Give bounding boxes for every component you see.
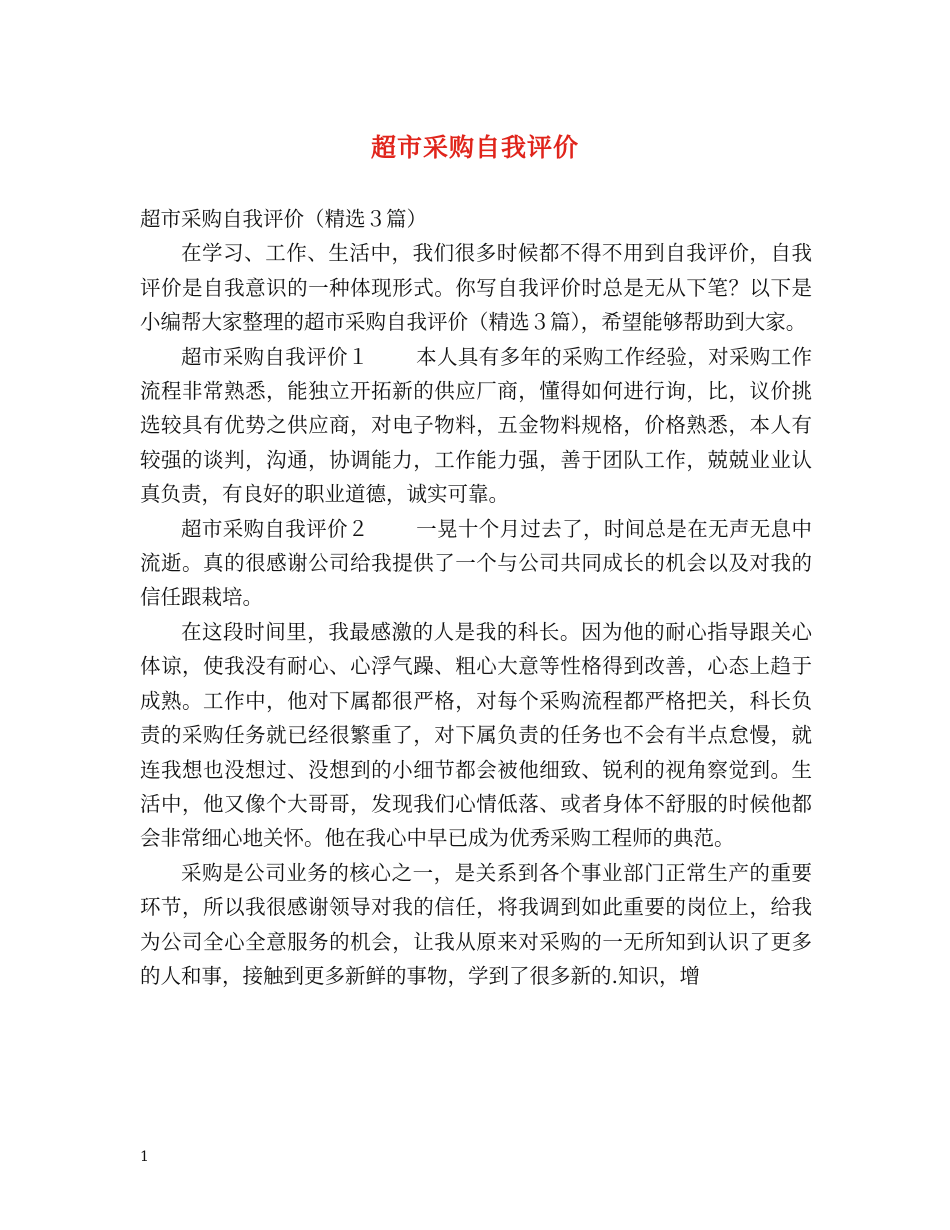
intro-paragraph: 在学习、工作、生活中，我们很多时候都不得不用到自我评价，自我评价是自我意识的一种体现形式。你写自我评价时总是无从下笔？以下是小编帮大家整理的超市采购自我评价（精选３篇），希望能够帮助到大家。 [140, 241, 812, 335]
body-paragraph-4: 采购是公司业务的核心之一，是关系到各个事业部门正常生产的重要环节，所以我很感谢领导对我的信任，将我调到如此重要的岗位上，给我为公司全心全意服务的机会，让我从原来对采购的一无所知到认识了更多的人和事，接触到更多新鲜的事物，学到了很多新的.知识，增 [140, 860, 812, 988]
document-body [140, 202, 812, 993]
body-paragraph-3: 在这段时间里，我最感激的人是我的科长。因为他的耐心指导跟关心体谅，使我没有耐心、心浮气躁、粗心大意等性格得到改善，心态上趋于成熟。工作中，他对下属都很严格，对每个采购流程都严格把关，科长负责的采购任务就已经很繁重了，对下属负责的任务也不会有半点怠慢，就连我想也没想过、没想到的小细节都会被他细致、锐利的视角察觉到。生活中，他又像个大哥哥，发现我们心情低落、或者身体不舒服的时候他都会非常细心地关怀。他在我心中早已成为优秀采购工程师的典范。 [140, 619, 812, 851]
section-1-paragraph [140, 340, 812, 512]
document-subtitle: 超市采购自我评价（精选３篇） [140, 207, 427, 231]
section-2-text: 一晃十个月过去了，时间总是在无声无息中流逝。真的很感谢公司给我提供了一个与公司共同成长的机会以及对我的信任跟栽培。 [140, 516, 813, 610]
section-2-heading: 超市采购自我评价２ [181, 516, 369, 541]
document-title: 超市采购自我评价 [370, 133, 579, 162]
section-2-paragraph [140, 512, 812, 615]
section-1-text: 本人具有多年的采购工作经验，对采购工作流程非常熟悉，能独立开拓新的供应厂商，懂得如何进行询，比，议价挑选较具有优势之供应商，对电子物料，五金物料规格，价格熟悉，本人有较强的谈判，沟通，协调能力，工作能力强，善于团队工作，兢兢业业认真负责，有良好的职业道德，诚实可靠。 [140, 344, 813, 507]
section-1-heading: 超市采购自我评价１ [181, 344, 369, 369]
page-number: 1 [140, 1149, 149, 1165]
